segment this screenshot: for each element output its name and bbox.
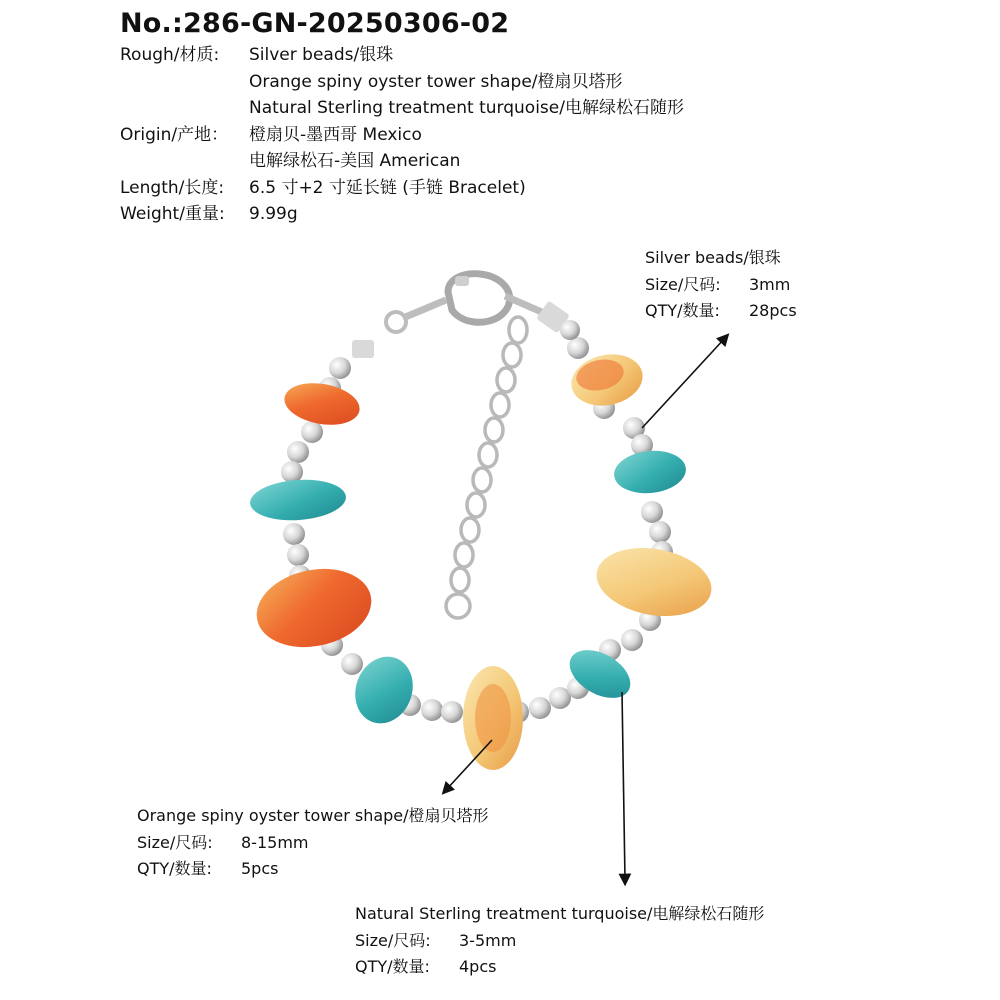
annotation-size [645,272,797,299]
spec-value: Orange spiny oyster tower shape/橙扇贝塔形 [249,71,623,92]
annotation-qty-value: 5pcs [241,859,279,878]
annotation-qty [355,954,764,981]
annotation-qty [137,856,489,883]
spec-value: 9.99g [249,204,298,224]
silver-pointer-arrow [642,338,725,428]
annotation-size-label: Size/尺码: [355,930,431,950]
annotation-size-label: Size/尺码: [137,832,213,852]
product-number-title: No.:286-GN-20250306-02 [120,8,510,39]
spec-value: Natural Sterling treatment turquoise/电解绿松石随形 [249,98,684,118]
oyster-annotation [137,803,489,883]
annotation-size [355,928,764,955]
spec-label: Length/长度: [120,177,225,198]
annotation-title: Natural Sterling treatment turquoise/电解绿松石随形 [355,904,765,923]
extension-chain [446,317,527,618]
annotation-qty-label: QTY/数量: [645,301,720,320]
lobster-clasp [352,274,570,358]
annotation-size-value: 3mm [749,274,791,294]
annotation-qty-value: 28pcs [749,301,797,320]
annotation-size-label: Size/尺码: [645,274,721,294]
spec-label: Origin/产地： [120,124,229,145]
turquoise-pointer-arrow [622,692,625,880]
orange-spiny-oyster-beads [249,348,716,770]
annotation-qty [645,298,797,325]
spec-value: Silver beads/银珠 [249,45,394,65]
spec-label: Rough/材质: [120,45,220,65]
annotation-title: Silver beads/银珠 [645,248,781,267]
annotation-qty-label: QTY/数量: [355,957,430,976]
annotation-size-value: 8-15mm [241,832,309,852]
turquoise-annotation [355,901,764,981]
spec-value: 电解绿松石-美国 American [249,151,461,171]
spec-value: 6.5 寸+2 寸延长链 (手链 Bracelet) [249,177,526,198]
annotation-size [137,830,489,857]
spec-label: Weight/重量: [120,204,225,224]
silver-beads-annotation [645,245,797,325]
annotation-size-value: 3-5mm [459,930,517,950]
annotation-title: Orange spiny oyster tower shape/橙扇贝塔形 [137,806,489,825]
annotation-qty-value: 4pcs [459,957,497,976]
spec-value: 橙扇贝-墨西哥 Mexico [249,124,422,145]
annotation-qty-label: QTY/数量: [137,859,212,878]
